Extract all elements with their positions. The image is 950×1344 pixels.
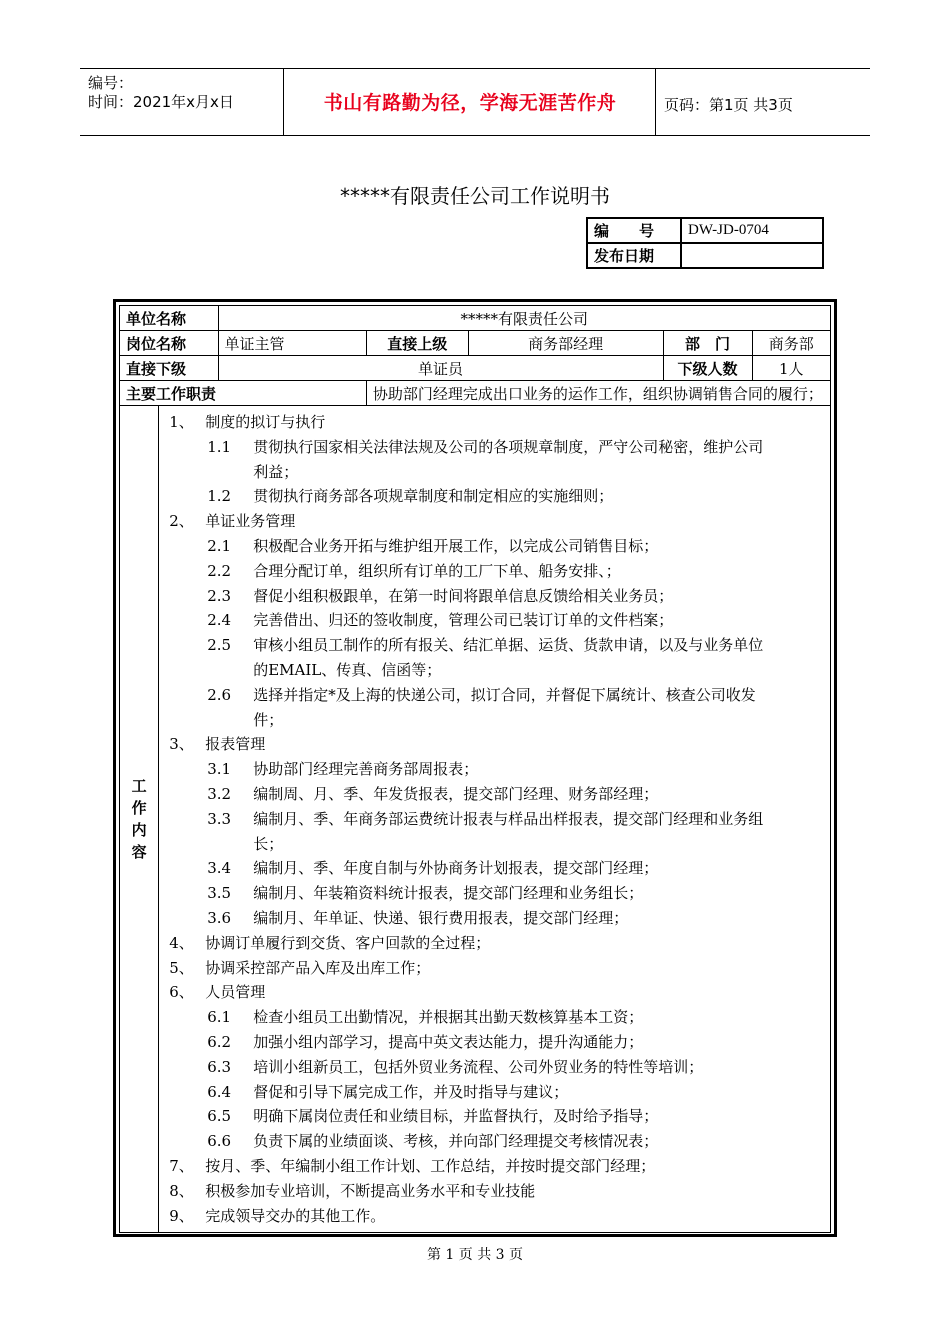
content-item-number: 2.6: [207, 685, 232, 704]
content-item: [169, 534, 824, 559]
content-item: [169, 782, 824, 807]
position-label: 岗位名称: [120, 331, 219, 356]
content-item-number: 3.1: [207, 760, 232, 779]
content-item-number: 2.3: [207, 586, 232, 605]
content-item-number: 6.3: [207, 1057, 232, 1076]
content-item-number: 6.6: [207, 1132, 232, 1151]
content-item-text: 报表管理: [205, 735, 266, 754]
content-item-number: 3.5: [207, 884, 232, 903]
header-divider-left: [283, 68, 284, 136]
motto-text: 书山有路勤为径，学海无涯苦作舟: [323, 92, 617, 114]
content-item: [169, 435, 824, 460]
job-description-table: [119, 305, 831, 1233]
subordinate-value: 单证员: [218, 356, 663, 381]
page-info: 页码：第1页 共3页: [664, 96, 793, 114]
content-item-text: 编制月、季、年商务部运费统计报表与样品出样报表，提交部门经理和业务组: [253, 809, 764, 828]
content-item: [169, 757, 824, 782]
content-item-text: 编制月、年装箱资料统计报表，提交部门经理和业务组长；: [253, 884, 644, 903]
content-item: [169, 931, 824, 956]
content-item: [169, 559, 824, 584]
content-item-continuation: 的EMAIL、传真、信函等；: [253, 660, 442, 679]
content-item-text: 编制月、季、年度自制与外协商务计划报表，提交部门经理；: [253, 859, 659, 878]
content-item-text: 积极参加专业培训，不断提高业务水平和专业技能: [205, 1181, 536, 1200]
content-item-text: 完善借出、归还的签收制度，管理公司已装订订单的文件档案；: [253, 611, 674, 630]
content-item-text: 人员管理: [205, 983, 266, 1002]
content-item-text: 明确下属岗位责任和业绩目标，并监督执行，及时给予指导；: [253, 1107, 659, 1126]
header-divider-right: [655, 68, 656, 136]
content-item-continuation: 件；: [253, 710, 284, 729]
content-item-number: 6、: [169, 983, 194, 1002]
content-item: [169, 1055, 824, 1080]
work-content-list: [159, 406, 831, 1233]
subordinate-count-value: 1人: [752, 356, 830, 381]
unit-name-value: *****有限责任公司: [218, 306, 830, 331]
content-item: [169, 608, 824, 633]
content-item-number: 6.2: [207, 1032, 232, 1051]
content-item: [169, 1080, 824, 1105]
page-footer: 第 1 页 共 3 页: [426, 1247, 524, 1263]
superior-value: 商务部经理: [468, 331, 663, 356]
department-label: 部 门: [663, 331, 752, 356]
content-item-text: 制度的拟订与执行: [205, 413, 326, 431]
content-item-number: 1.1: [207, 437, 232, 456]
content-item-number: 3.3: [207, 809, 232, 828]
content-item: [169, 1179, 824, 1204]
content-item-number: 8、: [169, 1181, 194, 1200]
content-item-text: 贯彻执行商务部各项规章制度和制定相应的实施细则；: [253, 487, 614, 506]
content-item-text: 贯彻执行国家相关法律法规及公司的各项规章制度，严守公司秘密，维护公司: [253, 437, 764, 456]
content-item: [169, 410, 824, 435]
content-item: [169, 1104, 824, 1129]
department-value: 商务部: [752, 331, 830, 356]
content-item: [169, 856, 824, 881]
content-item: [169, 509, 824, 534]
date-label: 时间：2021年x月x日: [88, 93, 234, 111]
content-item-number: 4、: [169, 933, 194, 952]
content-item: [169, 732, 824, 757]
content-item-text: 按月、季、年编制小组工作计划、工作总结，并按时提交部门经理；: [205, 1156, 656, 1175]
content-item-text: 培训小组新员工，包括外贸业务流程、公司外贸业务的特性等培训；: [253, 1057, 704, 1076]
content-item: [169, 980, 824, 1005]
content-item-continuation: 利益；: [253, 462, 299, 481]
content-item: [169, 1005, 824, 1030]
content-item: [169, 906, 824, 931]
content-item-text: 负责下属的业绩面谈、考核，并向部门经理提交考核情况表；: [253, 1132, 659, 1151]
work-content-label-text: 工 作 内 容: [131, 777, 147, 862]
content-item-text: 督促和引导下属完成工作，并及时指导与建议；: [253, 1082, 569, 1101]
work-content-label: [120, 406, 159, 1233]
content-item: [169, 584, 824, 609]
content-item-text: 协助部门经理完善商务部周报表；: [253, 760, 479, 779]
content-item: [169, 633, 824, 658]
content-item: [169, 1204, 824, 1229]
content-item-text: 积极配合业务开拓与维护组开展工作，以完成公司销售目标；: [253, 536, 659, 555]
main-duty-label: 主要工作职责: [120, 381, 367, 406]
meta-date-value: [681, 243, 823, 268]
content-item: [169, 1154, 824, 1179]
content-item-number: 2.2: [207, 561, 232, 580]
content-item-number: 6.4: [207, 1082, 232, 1101]
content-item-number: 3.4: [207, 859, 232, 878]
content-item-text: 协调订单履行到交货、客户回款的全过程；: [205, 933, 491, 952]
meta-code-value: DW-JD-0704: [681, 218, 823, 243]
content-item-text: 加强小组内部学习，提高中英文表达能力，提升沟通能力；: [253, 1032, 644, 1051]
subordinate-label: 直接下级: [120, 356, 219, 381]
content-item: [169, 956, 824, 981]
meta-date-label: 发布日期: [587, 243, 681, 268]
content-item-number: 1.2: [207, 487, 232, 506]
job-description-frame: [113, 299, 837, 1237]
code-label: 编号：: [88, 74, 134, 92]
content-item-continuation: 长；: [253, 834, 284, 853]
content-item: [169, 1030, 824, 1055]
content-item-text: 检查小组员工出勤情况，并根据其出勤天数核算基本工资；: [253, 1008, 644, 1027]
content-item-text: 编制周、月、季、年发货报表，提交部门经理、财务部经理；: [253, 784, 659, 803]
content-item-number: 2.4: [207, 611, 232, 630]
document-title: *****有限责任公司工作说明书: [340, 184, 610, 208]
header-bottom-rule: [80, 135, 870, 136]
content-item-text: 完成领导交办的其他工作。: [205, 1206, 386, 1225]
content-item-number: 6.5: [207, 1107, 232, 1126]
unit-name-label: 单位名称: [120, 306, 219, 331]
position-value: 单证主管: [218, 331, 366, 356]
content-item: [169, 683, 824, 708]
content-item-number: 9、: [169, 1206, 194, 1225]
content-item-text: 编制月、年单证、快递、银行费用报表，提交部门经理；: [253, 908, 629, 927]
content-item: [169, 1129, 824, 1154]
content-item-number: 1、: [169, 413, 194, 431]
content-item-text: 督促小组积极跟单，在第一时间将跟单信息反馈给相关业务员；: [253, 586, 674, 605]
content-item-text: 合理分配订单，组织所有订单的工厂下单、船务安排、；: [253, 561, 621, 580]
subordinate-count-label: 下级人数: [663, 356, 752, 381]
content-item: [169, 484, 824, 509]
content-item-number: 3.6: [207, 908, 232, 927]
meta-table: [586, 217, 824, 269]
meta-code-label: 编 号: [587, 218, 681, 243]
content-item: [169, 807, 824, 832]
content-item-number: 5、: [169, 958, 194, 977]
main-duty-value: 协助部门经理完成出口业务的运作工作，组织协调销售合同的履行；: [366, 381, 830, 406]
content-item-number: 2.1: [207, 536, 232, 555]
content-item-text: 协调采控部产品入库及出库工作；: [205, 958, 431, 977]
content-item-text: 单证业务管理: [205, 512, 296, 531]
header-top-rule: [80, 68, 870, 69]
content-item-number: 7、: [169, 1156, 194, 1175]
content-item-text: 选择并指定*及上海的快递公司，拟订合同，并督促下属统计、核查公司收发: [253, 685, 756, 704]
superior-label: 直接上级: [366, 331, 468, 356]
content-item-number: 2、: [169, 512, 194, 531]
content-item-number: 2.5: [207, 636, 232, 655]
content-item: [169, 881, 824, 906]
content-item-text: 审核小组员工制作的所有报关、结汇单据、运货、货款申请，以及与业务单位: [253, 636, 764, 655]
content-item-number: 3.2: [207, 784, 232, 803]
content-item-number: 6.1: [207, 1008, 232, 1027]
content-item-number: 3、: [169, 735, 194, 754]
